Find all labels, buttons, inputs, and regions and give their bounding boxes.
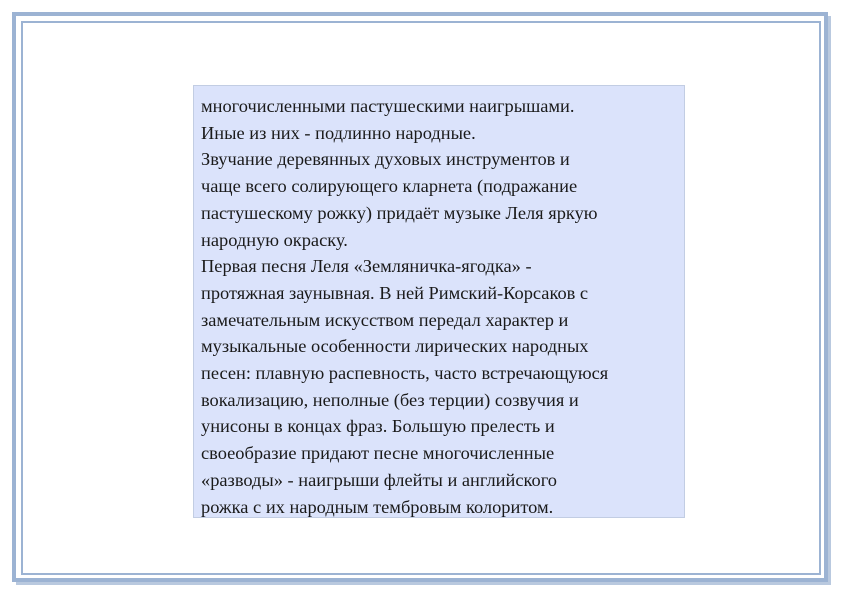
text-line: «разводы» - наигрыши флейты и английского [201,469,557,490]
frame-shadow [16,582,831,585]
text-line: песен: плавную распевность, часто встречающуюся [201,363,609,384]
text-line: унисоны в концах фраз. Большую прелесть и [201,416,555,437]
text-line: Первая песня Леля «Земляничка-ягодка» - [201,256,532,277]
text-line: Звучание деревянных духовых инструментов и [201,149,570,170]
frame-shadow [828,16,831,582]
text-line: многочисленными пастушескими наигрышами. [201,96,575,116]
text-line: вокализацию, неполные (без терции) созвучия и [201,389,579,410]
text-line: замечательным искусством передал характер и [201,309,569,330]
text-line: Иные из них - подлинно народные. [201,122,476,143]
text-line: протяжная заунывная. В ней Римский-Корсаков с [201,282,589,303]
text-line: чаще всего солирующего кларнета (подражание [201,176,578,197]
text-line: пастушескому рожку) придаёт музыке Леля яркую [201,202,598,223]
text-line: рожка с их народным тембровым колоритом. [201,496,554,517]
text-line: своеобразие придают песне многочисленные [201,443,555,464]
text-box [193,85,685,518]
text-line: народную окраску. [201,229,348,250]
text-line: музыкальные особенности лирических народных [201,336,589,357]
